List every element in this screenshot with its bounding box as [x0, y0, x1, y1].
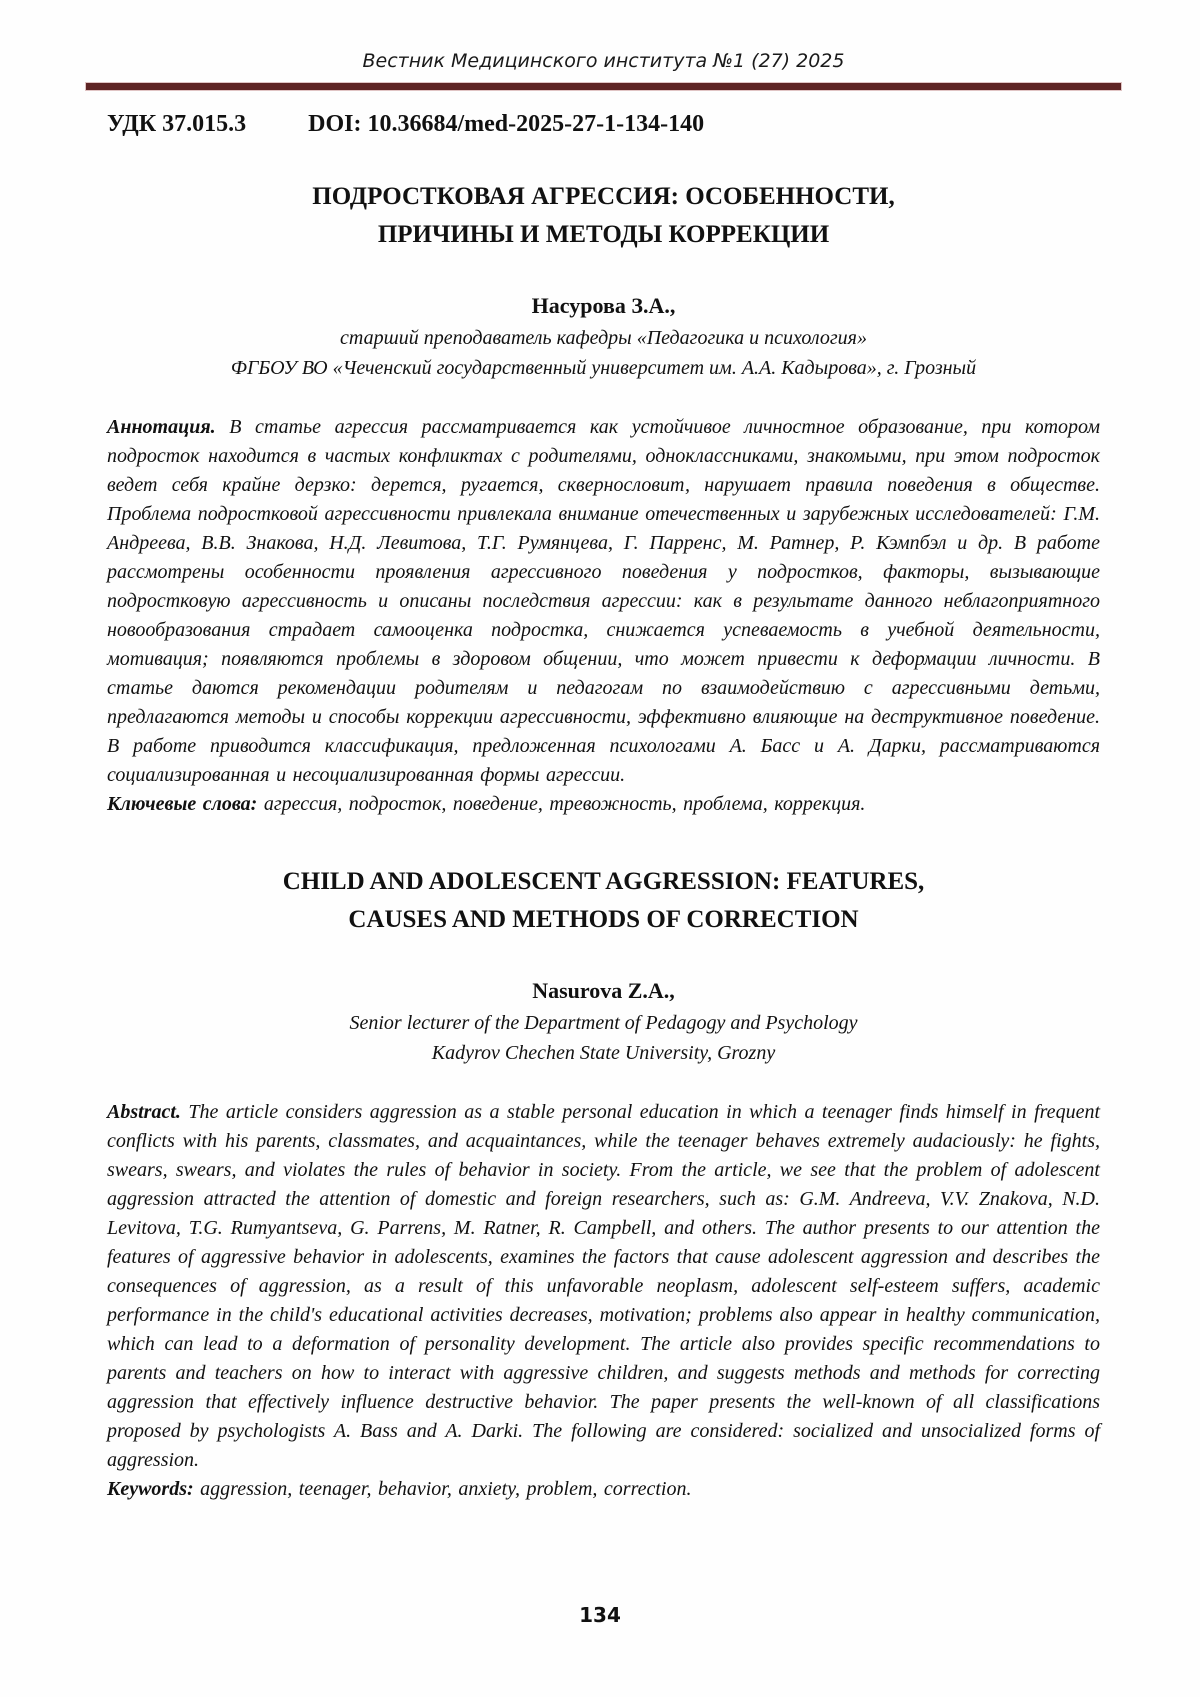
keywords-en-label: Keywords:	[107, 1478, 194, 1500]
keywords-en-text: aggression, teenager, behavior, anxiety, problem, correction.	[200, 1478, 692, 1500]
abstract-ru-block	[107, 413, 1100, 819]
keywords-en	[107, 1475, 1100, 1504]
affiliation-ru-line2: ФГБОУ ВО «Чеченский государственный университет им. А.А. Кадырова», г. Грозный	[230, 357, 977, 379]
article-title-en	[107, 863, 1100, 938]
article-title-ru	[107, 178, 1100, 253]
abstract-en-block	[107, 1098, 1100, 1504]
abstract-en-label: Abstract.	[107, 1101, 181, 1123]
article-title-en-line2: CAUSES AND METHODS OF CORRECTION	[348, 905, 859, 933]
affiliation-ru	[107, 323, 1100, 383]
meta-row	[107, 111, 1100, 138]
keywords-ru-label: Ключевые слова:	[107, 793, 258, 815]
abstract-en-text: The article considers aggression as a stable personal education in which a teenager finds himself in frequent conflicts with his parents, classmates, and acquaintances, while the teenager behaves extremely audaciously: he fights, swears, swears, and violates the rules of behavior in society. From the article, we see that the problem of adolescent aggression attracted the attention of domestic and foreign researchers, such as: G.M. Andreeva, V.V. Znakova, N.D. Levitova, T.G. Rumyantseva, G. Parrens, M. Ratner, R. Campbell, and others. The author presents to our attention the features of aggressive behavior in adolescents, examines the factors that cause adolescent aggression and describes the consequences of aggression, as a result of this unfavorable neoplasm, adolescent self-esteem suffers, academic performance in the child's educational activities decreases, motivation; problems also appear in healthy communication, which can lead to a deformation of personality development. The article also provides specific recommendations to parents and teachers on how to interact with aggressive children, and suggests methods and methods for correcting aggression that effectively influence destructive behavior. The paper presents the well-known of all classifications proposed by psychologists A. Bass and A. Darki. The following are considered: socialized and unsocialized forms of aggression.	[107, 1101, 1100, 1471]
abstract-ru	[107, 413, 1100, 790]
author-en: Nasurova Z.A.,	[532, 978, 675, 1003]
journal-header: Вестник Медицинского института №1 (27) 2025	[362, 50, 845, 72]
keywords-ru-text: агрессия, подросток, поведение, тревожность, проблема, коррекция.	[263, 793, 866, 815]
header-rule	[85, 82, 1122, 91]
doi-code: DOI: 10.36684/med-2025-27-1-134-140	[308, 111, 705, 137]
affiliation-en-line1: Senior lecturer of the Department of Pedagogy and Psychology	[349, 1012, 858, 1034]
affiliation-en-line2: Kadyrov Chechen State University, Grozny	[431, 1042, 776, 1064]
article-title-ru-line2: ПРИЧИНЫ И МЕТОДЫ КОРРЕКЦИИ	[377, 220, 830, 248]
affiliation-en	[107, 1008, 1100, 1068]
affiliation-ru-line1: старший преподаватель кафедры «Педагогика и психология»	[340, 327, 867, 349]
abstract-ru-label: Аннотация.	[107, 416, 216, 438]
keywords-ru	[107, 790, 1100, 819]
page-number: 134	[579, 1603, 621, 1627]
article-title-en-line1: CHILD AND ADOLESCENT AGGRESSION: FEATURES,	[282, 868, 925, 895]
abstract-ru-text: В статье агрессия рассматривается как устойчивое личностное образование, при котором подросток находится в частых конфликтах с родителями, одноклассниками, знакомыми, при этом подросток ведет себя крайне дерзко: дерется, ругается, сквернословит, нарушает правила поведения в обществе. Проблема подростковой агрессивности привлекала внимание отечественных и зарубежных исследователей: Г.М. Андреева, В.В. Знакова, Н.Д. Левитова, Т.Г. Румянцева, Г. Парренс, М. Ратнер, Р. Кэмпбэл и др. В работе рассмотрены особенности проявления агрессивного поведения у подростков, факторы, вызывающие подростковую агрессивность и описаны последствия агрессии: как в результате данного неблагоприятного новообразования страдает самооценка подростка, снижается успеваемость в учебной деятельности, мотивация; появляются проблемы в здоровом общении, что может привести к деформации личности. В статье даются рекомендации родителям и педагогам по взаимодействию с агрессивными детьми, предлагаются методы и способы коррекции агрессивности, эффективно влияющие на деструктивное поведение. В работе приводится классификация, предложенная психологами А. Басс и А. Дарки, рассматриваются социализированная и несоциализированная формы агрессии.	[107, 416, 1101, 786]
udk-code: УДК 37.015.3	[107, 111, 247, 137]
article-title-ru-line1: ПОДРОСТКОВАЯ АГРЕССИЯ: ОСОБЕННОСТИ,	[312, 183, 895, 210]
abstract-en	[107, 1098, 1100, 1475]
author-ru: Насурова З.А.,	[531, 293, 676, 318]
